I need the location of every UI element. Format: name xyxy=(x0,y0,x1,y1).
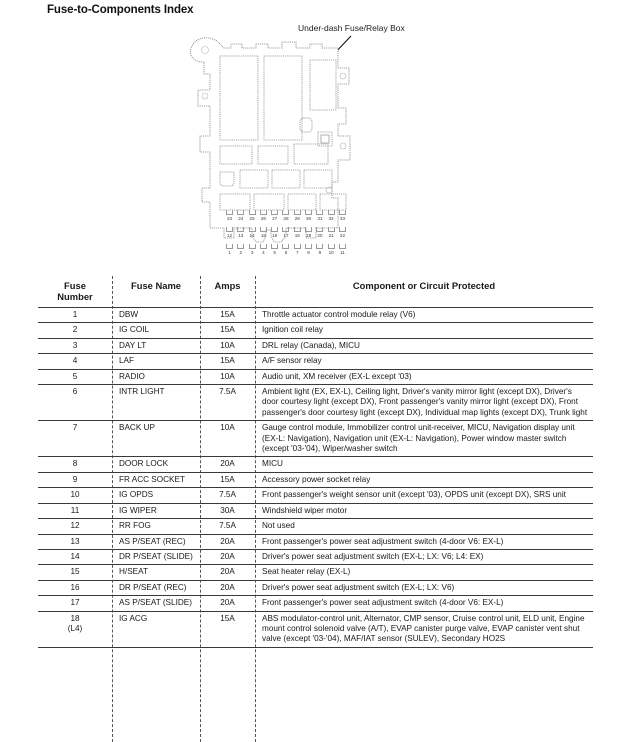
fuse-slot-shape xyxy=(249,227,256,232)
cell-fuse-number: 3 xyxy=(38,338,112,353)
fuse-slot-shape xyxy=(237,227,244,232)
table-row xyxy=(38,503,593,518)
table-row xyxy=(38,534,593,549)
fuse-slot[interactable] xyxy=(326,244,337,255)
cell-amps: 10A xyxy=(200,421,255,457)
fuse-slot-shape xyxy=(328,244,335,249)
cell-amps: 10A xyxy=(200,338,255,353)
cell-fuse-name: AS P/SEAT (REC) xyxy=(112,534,200,549)
fuse-slot[interactable] xyxy=(326,210,337,221)
cell-amps: 20A xyxy=(200,457,255,472)
fuse-slot-number: 33 xyxy=(339,216,346,221)
fuse-slot-number: 20 xyxy=(317,233,323,238)
table-row xyxy=(38,369,593,384)
fuse-slot-shape xyxy=(271,244,278,249)
table-row xyxy=(38,519,593,534)
cell-fuse-number: 13 xyxy=(38,534,112,549)
fuse-slot-shape xyxy=(237,244,244,249)
fuse-slot-number: 18 xyxy=(294,233,300,238)
fuse-slot[interactable] xyxy=(224,210,235,221)
fuse-slot-number: 2 xyxy=(239,250,243,255)
cell-description: ABS modulator-control unit, Alternator, CMP sensor, Cruise control unit, ELD unit, Engine mount control solenoid valve (A/T), EVAP canister purge valve, EVAP canister vent shut valve (except '03-'04), MAF/IAT sensor (SULEV), Secondary HO2S xyxy=(255,611,593,647)
cell-fuse-number: 2 xyxy=(38,323,112,338)
fuse-slot-number: 32 xyxy=(328,216,334,221)
cell-amps: 7.5A xyxy=(200,519,255,534)
fuse-slot-number: 19 xyxy=(306,233,312,238)
cell-description: Front passenger's power seat adjustment switch (4-door V6: EX-L) xyxy=(255,596,593,611)
table-row xyxy=(38,338,593,353)
fuse-slot-shape xyxy=(294,210,301,215)
header-description: Component or Circuit Protected xyxy=(255,276,593,308)
cell-fuse-name: IG OPDS xyxy=(112,488,200,503)
cell-description: Driver's power seat adjustment switch (EX-L; LX: V6) xyxy=(255,580,593,595)
cell-description: Throttle actuator control module relay (V6) xyxy=(255,308,593,323)
cell-amps: 20A xyxy=(200,565,255,580)
fuse-slot[interactable] xyxy=(337,210,348,221)
cell-fuse-number: 1 xyxy=(38,308,112,323)
fuse-slot-number: 30 xyxy=(306,216,312,221)
cell-fuse-name: IG ACG xyxy=(112,611,200,647)
cell-fuse-name: DBW xyxy=(112,308,200,323)
table-row xyxy=(38,488,593,503)
fuse-slot[interactable] xyxy=(235,210,246,221)
fuse-slot-shape xyxy=(249,244,256,249)
fuse-slot[interactable] xyxy=(314,210,325,221)
fuse-slot-number: 31 xyxy=(317,216,323,221)
fuse-slot[interactable] xyxy=(269,210,280,221)
cell-fuse-name: RADIO xyxy=(112,369,200,384)
cell-amps: 20A xyxy=(200,596,255,611)
fuse-slot-number: 7 xyxy=(296,250,299,255)
fuse-slot-number: 15 xyxy=(260,233,266,238)
cell-fuse-number: 10 xyxy=(38,488,112,503)
cell-description: Gauge control module, Immobilizer control unit-receiver, MICU, Navigation display unit (EX-L: Navigation), Navigation unit (EX-L: Navigation), Power window master switch (except '03-'04), Wiper/washer switch xyxy=(255,421,593,457)
cell-amps: 20A xyxy=(200,580,255,595)
fuse-slot-shape xyxy=(271,227,278,232)
cell-amps: 15A xyxy=(200,308,255,323)
fuse-slot[interactable] xyxy=(292,210,303,221)
header-fuse-number xyxy=(38,276,112,308)
cell-fuse-name: RR FOG xyxy=(112,519,200,534)
fuse-slot-shape xyxy=(271,210,278,215)
fuse-slot-number: 10 xyxy=(328,250,334,255)
cell-amps: 7.5A xyxy=(200,385,255,421)
table-row xyxy=(38,457,593,472)
cell-fuse-name: IG COIL xyxy=(112,323,200,338)
fuse-slot-shape xyxy=(316,210,323,215)
page-title: Fuse-to-Components Index xyxy=(47,4,194,16)
fuse-slot-shape xyxy=(316,227,323,232)
cell-description: Driver's power seat adjustment switch (EX-L; LX: V6; L4: EX) xyxy=(255,549,593,564)
fuse-slot-row-middle xyxy=(224,221,348,238)
table-header-row xyxy=(38,276,593,308)
cell-fuse-number: 12 xyxy=(38,519,112,534)
table-row xyxy=(38,596,593,611)
fuse-slot-number: 17 xyxy=(283,233,289,238)
cell-fuse-number: 8 xyxy=(38,457,112,472)
cell-fuse-name: AS P/SEAT (SLIDE) xyxy=(112,596,200,611)
table-row xyxy=(38,323,593,338)
cell-fuse-name: DAY LT xyxy=(112,338,200,353)
fuse-slot[interactable] xyxy=(247,227,258,238)
fuse-slot[interactable] xyxy=(269,227,280,238)
fuse-slot-number: 1 xyxy=(228,250,231,255)
fuse-slot-number: 4 xyxy=(262,250,265,255)
fuse-slot[interactable] xyxy=(247,244,258,255)
fuse-slot-shape xyxy=(339,210,346,215)
header-amps: Amps xyxy=(200,276,255,308)
table-row xyxy=(38,549,593,564)
cell-description: Seat heater relay (EX-L) xyxy=(255,565,593,580)
fuse-slot[interactable] xyxy=(337,227,348,238)
fuse-slot-grid xyxy=(224,204,348,255)
table-row xyxy=(38,580,593,595)
cell-fuse-name: H/SEAT xyxy=(112,565,200,580)
cell-fuse-name: INTR LIGHT xyxy=(112,385,200,421)
cell-fuse-number: 15 xyxy=(38,565,112,580)
cell-description: A/F sensor relay xyxy=(255,354,593,369)
fuse-slot-number: 6 xyxy=(284,250,288,255)
cell-fuse-number-value: 18 xyxy=(70,613,80,623)
cell-description: MICU xyxy=(255,457,593,472)
fuse-relay-box-diagram xyxy=(0,18,628,276)
header-fuse-number-line1: Fuse xyxy=(64,280,86,291)
fuse-slot-shape xyxy=(282,227,289,232)
cell-description: Ambient light (EX, EX-L), Ceiling light, Driver's vanity mirror light (except DX), Driver's door courtesy light (except DX), Front passenger's vanity mirror light (except DX), Front passenger's door courtesy light (except DX), Individual map lights (except DX), Trunk light xyxy=(255,385,593,421)
cell-fuse-name: DR P/SEAT (REC) xyxy=(112,580,200,595)
cell-fuse-name: DR P/SEAT (SLIDE) xyxy=(112,549,200,564)
table-row xyxy=(38,472,593,487)
cell-amps: 20A xyxy=(200,534,255,549)
fuse-slot-number: 26 xyxy=(260,216,266,221)
cell-fuse-name: LAF xyxy=(112,354,200,369)
cell-amps: 15A xyxy=(200,611,255,647)
cell-description: Accessory power socket relay xyxy=(255,472,593,487)
fuse-slot-number: 12 xyxy=(226,233,233,238)
cell-fuse-number: 7 xyxy=(38,421,112,457)
header-fuse-name: Fuse Name xyxy=(112,276,200,308)
fuse-slot-number: 5 xyxy=(273,250,276,255)
cell-amps: 15A xyxy=(200,472,255,487)
fuse-slot[interactable] xyxy=(303,227,314,238)
fuse-slot-number: 24 xyxy=(238,216,244,221)
cell-amps: 20A xyxy=(200,549,255,564)
fuse-slot-shape xyxy=(260,244,267,249)
table-row xyxy=(38,308,593,323)
fuse-slot[interactable] xyxy=(292,244,303,255)
cell-amps: 10A xyxy=(200,369,255,384)
fuse-slot-shape xyxy=(249,210,256,215)
fuse-slot-number: 29 xyxy=(294,216,300,221)
fuse-slot-shape xyxy=(282,210,289,215)
fuse-slot[interactable] xyxy=(235,244,246,255)
fuse-slot-shape xyxy=(237,210,244,215)
cell-description: DRL relay (Canada), MICU xyxy=(255,338,593,353)
fuse-slot-shape xyxy=(226,227,233,232)
cell-description: Windshield wiper motor xyxy=(255,503,593,518)
fuse-slot-shape xyxy=(339,244,346,249)
fuse-slot-row-bottom xyxy=(224,238,348,255)
cell-amps: 15A xyxy=(200,354,255,369)
fuse-slot-number: 8 xyxy=(307,250,310,255)
fuse-slot-shape xyxy=(328,227,335,232)
table-body xyxy=(38,308,593,648)
fuse-slot[interactable] xyxy=(224,244,235,255)
fuse-slot-shape xyxy=(339,227,346,232)
cell-fuse-name: DOOR LOCK xyxy=(112,457,200,472)
table-row xyxy=(38,565,593,580)
fuse-slot[interactable] xyxy=(258,210,269,221)
fuse-slot-number: 11 xyxy=(340,250,345,255)
table-row xyxy=(38,354,593,369)
fuse-slot-number: 21 xyxy=(328,233,334,238)
fuse-slot-shape xyxy=(260,227,267,232)
cell-description: Audio unit, XM receiver (EX-L except '03) xyxy=(255,369,593,384)
fuse-slot-number: 25 xyxy=(249,216,255,221)
fuse-slot[interactable] xyxy=(314,244,325,255)
header-fuse-number-line2: Number xyxy=(57,291,93,302)
fuse-slot-shape xyxy=(282,244,289,249)
fuse-slot-shape xyxy=(226,244,233,249)
cell-description: Front passenger's power seat adjustment switch (4-door V6: EX-L) xyxy=(255,534,593,549)
cell-fuse-number: 14 xyxy=(38,549,112,564)
fuse-slot-number: 27 xyxy=(272,216,278,221)
fuse-slot-number: 14 xyxy=(249,233,255,238)
fuse-slot[interactable] xyxy=(280,227,291,238)
fuse-index-table xyxy=(38,276,593,648)
cell-fuse-number: 16 xyxy=(38,580,112,595)
cell-fuse-number-sub: (L4) xyxy=(67,623,83,633)
fuse-slot-shape xyxy=(294,227,301,232)
fuse-slot[interactable] xyxy=(303,210,314,221)
cell-fuse-number: 17 xyxy=(38,596,112,611)
fuse-slot-shape xyxy=(328,210,335,215)
cell-amps: 30A xyxy=(200,503,255,518)
cell-description: Ignition coil relay xyxy=(255,323,593,338)
fuse-slot[interactable] xyxy=(326,227,337,238)
cell-fuse-number xyxy=(38,611,112,647)
fuse-slot-shape xyxy=(305,227,312,232)
cell-description: Not used xyxy=(255,519,593,534)
cell-fuse-number: 11 xyxy=(38,503,112,518)
table-row xyxy=(38,421,593,457)
fuse-slot-number: 16 xyxy=(272,233,278,238)
fuse-slot[interactable] xyxy=(269,244,280,255)
table-row xyxy=(38,611,593,647)
cell-amps: 7.5A xyxy=(200,488,255,503)
fuse-slot-number: 9 xyxy=(318,250,322,255)
fuse-slot-shape xyxy=(260,210,267,215)
diagram-caption: Under-dash Fuse/Relay Box xyxy=(298,23,405,33)
fuse-slot[interactable] xyxy=(224,227,235,238)
fuse-slot-number: 3 xyxy=(250,250,254,255)
table-row xyxy=(38,385,593,421)
cell-fuse-number: 4 xyxy=(38,354,112,369)
fuse-slot-number: 28 xyxy=(283,216,289,221)
cell-fuse-name: FR ACC SOCKET xyxy=(112,472,200,487)
fuse-slot[interactable] xyxy=(280,244,291,255)
fuse-slot[interactable] xyxy=(314,227,325,238)
fuse-slot-number: 13 xyxy=(238,233,244,238)
fuse-slot[interactable] xyxy=(280,210,291,221)
fuse-slot[interactable] xyxy=(292,227,303,238)
cell-fuse-number: 6 xyxy=(38,385,112,421)
cell-fuse-number: 5 xyxy=(38,369,112,384)
fuse-slot[interactable] xyxy=(258,244,269,255)
cell-description: Front passenger's weight sensor unit (except '03), OPDS unit (except DX), SRS unit xyxy=(255,488,593,503)
fuse-slot[interactable] xyxy=(258,227,269,238)
fuse-slot-shape xyxy=(305,244,312,249)
fuse-slot[interactable] xyxy=(247,210,258,221)
fuse-slot-shape xyxy=(226,210,233,215)
fuse-slot[interactable] xyxy=(235,227,246,238)
cell-fuse-name: BACK UP xyxy=(112,421,200,457)
fuse-slot-shape xyxy=(305,210,312,215)
cell-fuse-number: 9 xyxy=(38,472,112,487)
fuse-slot-number: 23 xyxy=(226,216,233,221)
fuse-slot[interactable] xyxy=(303,244,314,255)
fuse-slot-row-top xyxy=(224,204,348,221)
cell-fuse-name: IG WIPER xyxy=(112,503,200,518)
fuse-slot-number: 22 xyxy=(339,233,346,238)
fuse-slot[interactable] xyxy=(337,244,348,255)
fuse-slot-shape xyxy=(316,244,323,249)
cell-amps: 15A xyxy=(200,323,255,338)
fuse-slot-shape xyxy=(294,244,301,249)
